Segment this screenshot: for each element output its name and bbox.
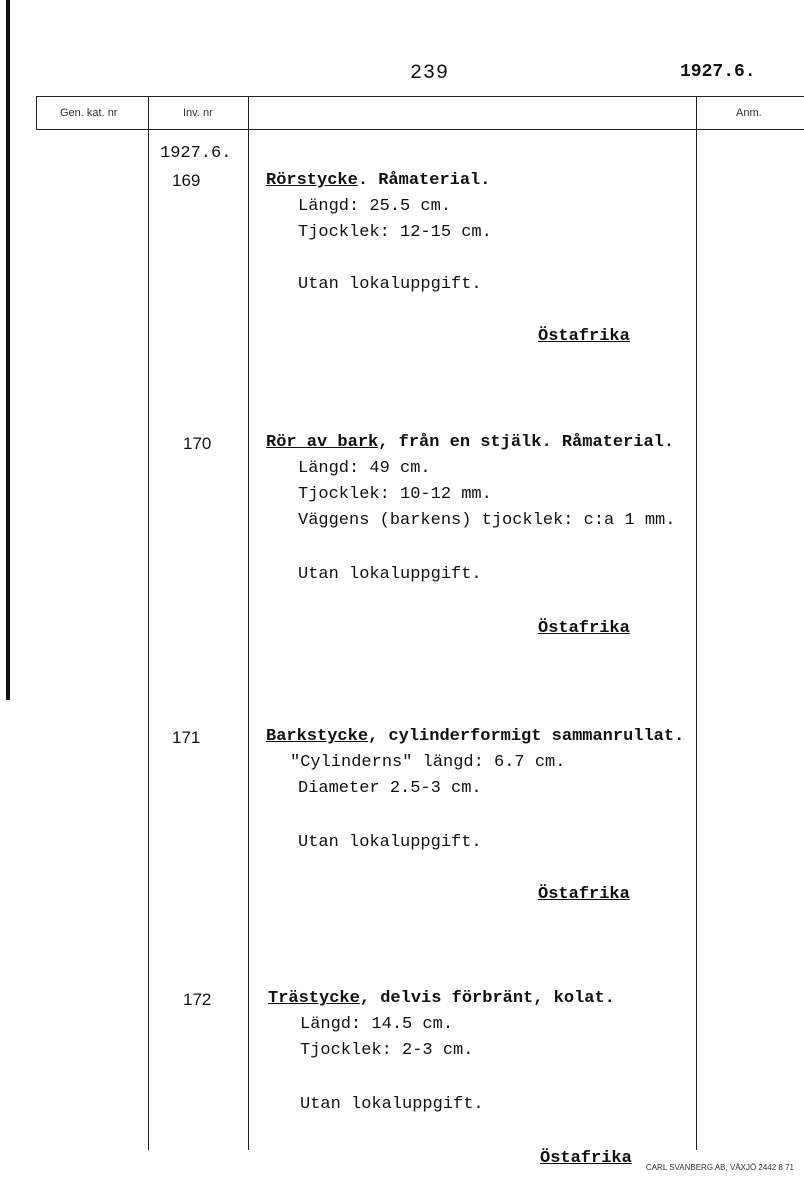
table-left-edge	[36, 96, 37, 130]
entry-region: Östafrika	[540, 1149, 632, 1168]
entry-title: Trästycke	[268, 989, 360, 1008]
entry-title: Rör av bark	[266, 433, 379, 452]
inv-number: 171	[172, 728, 201, 747]
entry-detail: "Cylinderns" längd: 6.7 cm.	[290, 753, 566, 772]
header-date: 1927.6.	[680, 62, 756, 82]
inv-number: 170	[183, 434, 212, 453]
entry-detail: Längd: 14.5 cm.	[300, 1015, 454, 1034]
entry-region: Östafrika	[538, 619, 630, 638]
margin-bar	[6, 0, 10, 700]
entry-title: Barkstycke	[266, 727, 369, 746]
catalog-entry	[266, 724, 696, 914]
entry-detail: Tjocklek: 10-12 mm.	[298, 485, 492, 504]
inv-prefix: 1927.6.	[160, 144, 232, 163]
printer-imprint: CARL SVANBERG AB, VÄXJÖ 2442 8 71	[645, 1163, 794, 1172]
entry-note: Utan lokaluppgift.	[300, 1095, 484, 1114]
entry-title-rest: , cylinderformigt sammanrullat.	[368, 727, 685, 746]
column-header-inv: Inv. nr	[183, 107, 213, 119]
table-top-rule	[36, 96, 804, 97]
page-number: 239	[410, 62, 450, 85]
entry-detail: Längd: 25.5 cm.	[298, 197, 452, 216]
catalog-entry	[266, 168, 696, 348]
entry-title-line	[266, 168, 490, 194]
entry-title-rest: , från en stjälk. Råmaterial.	[378, 433, 675, 452]
entry-detail: Tjocklek: 12-15 cm.	[298, 223, 492, 242]
table-header-rule	[36, 129, 804, 130]
entry-title: Rörstycke	[266, 171, 358, 190]
column-header-gen-kat: Gen. kat. nr	[60, 107, 118, 119]
entry-detail: Diameter 2.5-3 cm.	[298, 779, 482, 798]
entry-title-rest: , delvis förbränt, kolat.	[359, 989, 615, 1008]
entry-title-line	[268, 986, 615, 1012]
catalog-entry	[268, 986, 698, 1176]
entry-detail: Längd: 49 cm.	[298, 459, 431, 478]
entry-title-line	[266, 724, 684, 750]
entry-note: Utan lokaluppgift.	[298, 565, 482, 584]
entry-region: Östafrika	[538, 327, 630, 346]
entry-region: Östafrika	[538, 885, 630, 904]
entry-note: Utan lokaluppgift.	[298, 275, 482, 294]
entry-note: Utan lokaluppgift.	[298, 833, 482, 852]
catalog-entry	[266, 430, 696, 650]
inv-number: 169	[172, 171, 201, 190]
entry-detail: Tjocklek: 2-3 cm.	[300, 1041, 474, 1060]
entry-title-line	[266, 430, 674, 456]
inv-number: 172	[183, 990, 212, 1009]
column-header-anm: Anm.	[736, 107, 762, 119]
entry-detail: Väggens (barkens) tjocklek: c:a 1 mm.	[298, 511, 676, 530]
entry-title-rest: . Råmaterial.	[357, 171, 491, 190]
column-divider-inv-entry	[248, 96, 249, 1150]
column-divider-gen-inv	[148, 96, 149, 1150]
